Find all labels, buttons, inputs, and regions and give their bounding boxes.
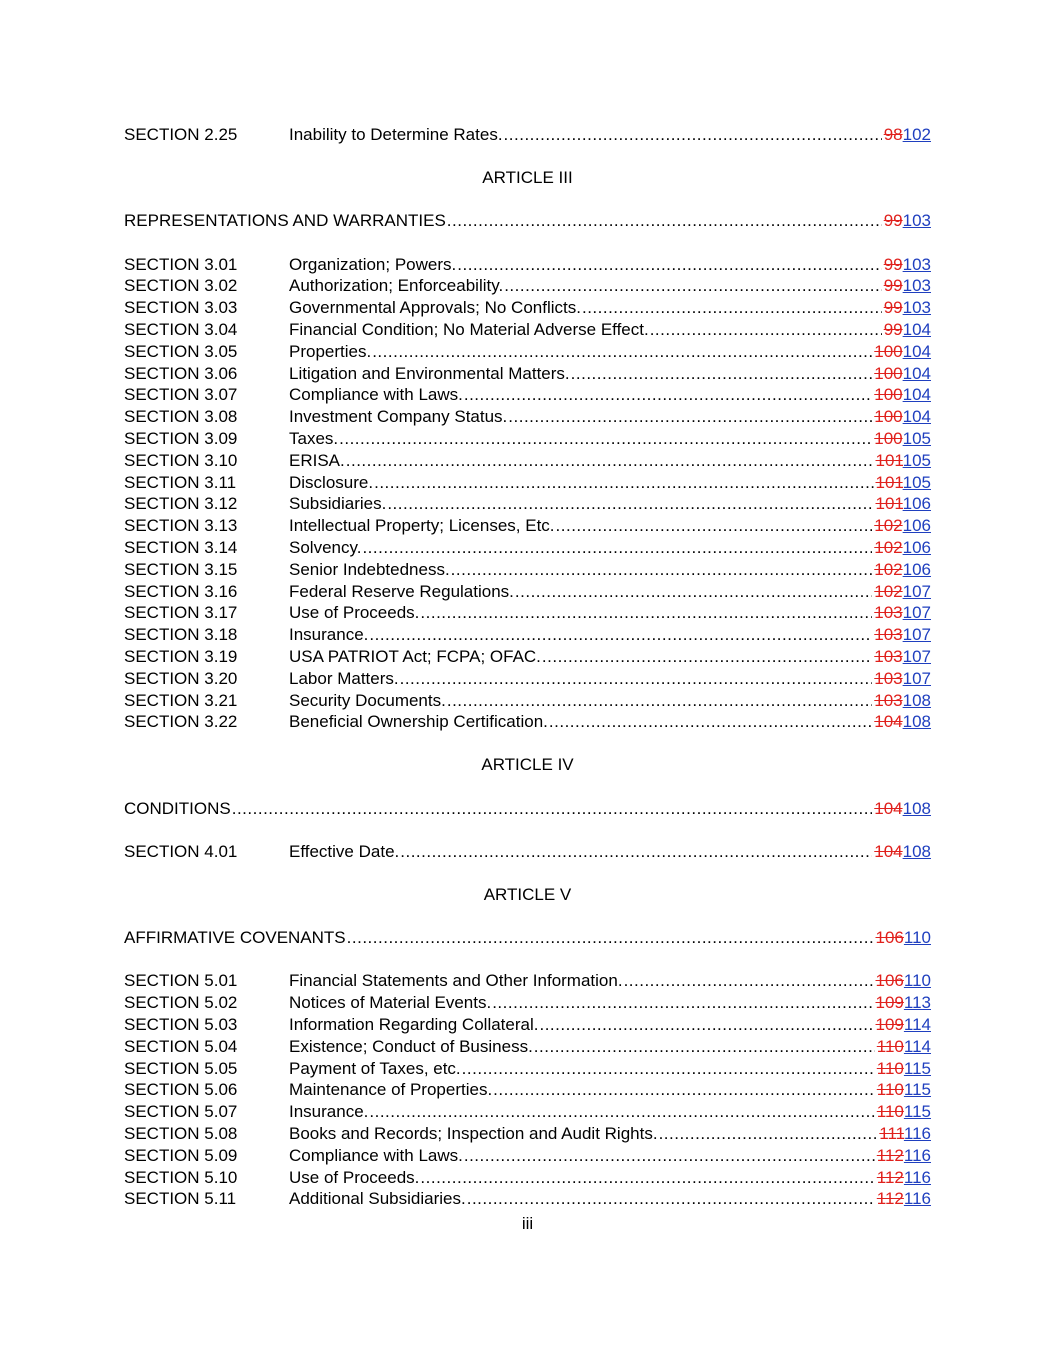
- entry-title: Payment of Taxes, etc.: [289, 1058, 461, 1078]
- inserted-page-number[interactable]: 108: [902, 712, 931, 732]
- inserted-page-number[interactable]: 103: [902, 211, 931, 231]
- dot-leader: [362, 537, 872, 559]
- entry-title: USA PATRIOT Act; FCPA; OFAC.: [289, 646, 541, 666]
- page-reference[interactable]: [874, 341, 931, 363]
- table-of-contents: [124, 124, 931, 1210]
- dot-leader: [387, 493, 873, 515]
- dot-leader: [539, 1014, 873, 1036]
- toc-entry[interactable]: [124, 1014, 931, 1036]
- entry-title: Organization; Powers.: [289, 254, 457, 274]
- dot-leader: [582, 297, 882, 319]
- deleted-page-number: 103: [874, 625, 903, 645]
- entry-title: Solvency.: [289, 537, 362, 557]
- toc-entry[interactable]: [124, 363, 931, 385]
- section-number: SECTION 3.06: [124, 363, 238, 383]
- deleted-page-number: 99: [883, 276, 903, 296]
- page-reference[interactable]: [874, 384, 931, 406]
- page-reference[interactable]: [874, 624, 931, 646]
- entry-title: Senior Indebtedness.: [289, 559, 450, 579]
- spacer: [124, 189, 931, 210]
- deleted-page-number: 101: [875, 494, 903, 514]
- inserted-page-number[interactable]: 104: [902, 363, 931, 383]
- inserted-page-number[interactable]: 116: [903, 1189, 931, 1209]
- toc-entry[interactable]: [124, 559, 931, 581]
- section-number: SECTION 3.03: [124, 298, 238, 318]
- section-number: SECTION 3.17: [124, 603, 238, 623]
- page-reference[interactable]: [874, 798, 931, 820]
- toc-entry[interactable]: [124, 1167, 931, 1189]
- dot-leader: [447, 210, 882, 232]
- inserted-page-number[interactable]: 110: [903, 971, 931, 991]
- page-reference[interactable]: [879, 1123, 931, 1145]
- toc-entry[interactable]: [124, 1101, 931, 1123]
- inserted-page-number[interactable]: 103: [902, 254, 931, 274]
- inserted-page-number[interactable]: 105: [902, 450, 931, 470]
- dot-leader: [420, 1167, 874, 1189]
- dot-leader: [369, 624, 872, 646]
- toc-article-title-row[interactable]: [124, 798, 931, 820]
- entry-title: Compliance with Laws.: [289, 1145, 463, 1165]
- section-number: SECTION 2.25: [124, 125, 238, 144]
- page-reference[interactable]: [877, 1079, 931, 1101]
- toc-entry[interactable]: [124, 581, 931, 603]
- section-number: SECTION 3.05: [124, 341, 238, 361]
- inserted-page-number[interactable]: 110: [903, 928, 931, 948]
- inserted-page-number[interactable]: 107: [902, 668, 931, 688]
- dot-leader: [420, 602, 872, 624]
- toc-entry[interactable]: [124, 1188, 931, 1210]
- entry-title: Insurance.: [289, 1102, 369, 1122]
- deleted-page-number: 101: [875, 450, 903, 470]
- deleted-page-number: 101: [875, 472, 903, 492]
- dot-leader: [534, 1036, 875, 1058]
- inserted-page-number[interactable]: 107: [902, 603, 931, 623]
- entry-title: Books and Records; Inspection and Audit Rights.: [289, 1124, 658, 1143]
- inserted-page-number[interactable]: 116: [903, 1145, 931, 1165]
- deleted-page-number: 100: [874, 407, 903, 427]
- page-reference[interactable]: [884, 254, 931, 276]
- inserted-page-number[interactable]: 105: [902, 472, 931, 492]
- toc-entry[interactable]: [124, 341, 931, 363]
- entry-title: Inability to Determine Rates.: [289, 125, 503, 144]
- dot-leader: [650, 319, 882, 341]
- deleted-page-number: 110: [876, 1080, 904, 1100]
- toc-entry[interactable]: [124, 406, 931, 428]
- dot-leader: [346, 450, 874, 472]
- inserted-page-number[interactable]: 103: [902, 276, 931, 296]
- inserted-page-number[interactable]: 115: [903, 1058, 931, 1078]
- section-number: SECTION 3.13: [124, 516, 238, 536]
- page-reference[interactable]: [874, 428, 931, 450]
- page-reference[interactable]: [874, 690, 931, 712]
- section-number: SECTION 5.04: [124, 1036, 238, 1056]
- section-number: SECTION 3.07: [124, 385, 238, 405]
- toc-entry[interactable]: [124, 493, 931, 515]
- toc-entry[interactable]: [124, 646, 931, 668]
- inserted-page-number[interactable]: 102: [902, 125, 931, 144]
- dot-leader: [556, 515, 873, 537]
- dot-leader: [464, 1145, 875, 1167]
- section-number: SECTION 3.02: [124, 276, 238, 296]
- toc-entry[interactable]: [124, 297, 931, 319]
- toc-article-title-row[interactable]: [124, 927, 931, 949]
- entry-title: ERISA.: [289, 450, 345, 470]
- section-number: SECTION 5.05: [124, 1058, 238, 1078]
- section-number: SECTION 3.04: [124, 319, 238, 339]
- spacer: [124, 146, 931, 167]
- entry-title: Insurance.: [289, 625, 369, 645]
- inserted-page-number[interactable]: 106: [902, 537, 931, 557]
- toc-entry[interactable]: [124, 384, 931, 406]
- inserted-page-number[interactable]: 107: [902, 646, 931, 666]
- page-reference[interactable]: [877, 1167, 931, 1189]
- section-number: SECTION 5.02: [124, 993, 238, 1013]
- inserted-page-number[interactable]: 107: [902, 625, 931, 645]
- inserted-page-number[interactable]: 106: [902, 516, 931, 536]
- page-reference[interactable]: [874, 537, 931, 559]
- dot-leader: [451, 559, 873, 581]
- section-number: SECTION 3.15: [124, 559, 238, 579]
- section-number: SECTION 3.08: [124, 407, 238, 427]
- entry-title: Beneficial Ownership Certification.: [289, 712, 548, 732]
- toc-entry[interactable]: [124, 970, 931, 992]
- dot-leader: [347, 927, 874, 949]
- page-reference[interactable]: [876, 1014, 931, 1036]
- inserted-page-number[interactable]: 115: [903, 1080, 931, 1100]
- toc-entry[interactable]: [124, 841, 931, 863]
- section-number: SECTION 5.07: [124, 1102, 238, 1122]
- page-reference[interactable]: [884, 210, 931, 232]
- page-reference[interactable]: [874, 646, 931, 668]
- deleted-page-number: 100: [874, 428, 903, 448]
- deleted-page-number: 110: [876, 1102, 904, 1122]
- inserted-page-number[interactable]: 114: [903, 1036, 931, 1056]
- dot-leader: [339, 428, 872, 450]
- inserted-page-number[interactable]: 115: [903, 1102, 931, 1122]
- dot-leader: [374, 472, 873, 494]
- page-reference[interactable]: [874, 363, 931, 385]
- entry-title: Information Regarding Collateral.: [289, 1015, 539, 1035]
- entry-title: Labor Matters.: [289, 668, 399, 688]
- page-reference[interactable]: [877, 1188, 931, 1210]
- toc-entry[interactable]: [124, 992, 931, 1014]
- deleted-page-number: 99: [883, 211, 903, 231]
- page-reference[interactable]: [876, 493, 931, 515]
- entry-title: Existence; Conduct of Business.: [289, 1036, 533, 1056]
- entry-title: Financial Statements and Other Information.: [289, 971, 623, 991]
- toc-entry[interactable]: [124, 450, 931, 472]
- toc-entry[interactable]: [124, 319, 931, 341]
- toc-entry[interactable]: [124, 1145, 931, 1167]
- inserted-page-number[interactable]: 108: [902, 798, 931, 818]
- deleted-page-number: 98: [883, 125, 903, 144]
- section-number: SECTION 3.21: [124, 690, 238, 710]
- deleted-page-number: 109: [875, 1015, 904, 1035]
- inserted-page-number[interactable]: 113: [903, 993, 931, 1013]
- deleted-page-number: 110: [876, 1058, 904, 1078]
- section-number: SECTION 5.08: [124, 1124, 238, 1143]
- entry-title: Additional Subsidiaries.: [289, 1189, 466, 1209]
- entry-title: Authorization; Enforceability.: [289, 276, 504, 296]
- toc-entry[interactable]: [124, 711, 931, 733]
- inserted-page-number[interactable]: 116: [903, 1167, 931, 1187]
- inserted-page-number[interactable]: 108: [902, 841, 931, 861]
- page-reference[interactable]: [884, 275, 931, 297]
- page-reference[interactable]: [874, 711, 931, 733]
- deleted-page-number: 100: [874, 363, 903, 383]
- dot-leader: [400, 668, 873, 690]
- deleted-page-number: 102: [874, 559, 903, 579]
- toc-entry[interactable]: [124, 690, 931, 712]
- deleted-page-number: 100: [874, 341, 903, 361]
- section-number: SECTION 5.01: [124, 971, 238, 991]
- page-reference[interactable]: [884, 297, 931, 319]
- page-reference[interactable]: [876, 450, 931, 472]
- entry-title: Federal Reserve Regulations.: [289, 581, 514, 601]
- page-reference[interactable]: [874, 668, 931, 690]
- dot-leader: [457, 254, 881, 276]
- toc-entry[interactable]: [124, 472, 931, 494]
- deleted-page-number: 102: [874, 581, 903, 601]
- section-number: SECTION 5.03: [124, 1015, 238, 1035]
- toc-entry[interactable]: [124, 428, 931, 450]
- inserted-page-number[interactable]: 108: [902, 690, 931, 710]
- inserted-page-number[interactable]: 103: [902, 298, 931, 318]
- entry-title: Use of Proceeds.: [289, 603, 420, 623]
- section-number: SECTION 3.11: [124, 472, 237, 492]
- entry-title: Financial Condition; No Material Adverse Effect.: [289, 319, 649, 339]
- dot-leader: [464, 384, 872, 406]
- entry-title: Taxes.: [289, 428, 339, 448]
- spacer: [124, 733, 931, 754]
- toc-entry[interactable]: [124, 124, 931, 146]
- entry-title: Compliance with Laws.: [289, 385, 463, 405]
- toc-entry[interactable]: [124, 254, 931, 276]
- page-reference[interactable]: [874, 581, 931, 603]
- toc-article-title-row[interactable]: [124, 210, 931, 232]
- page-reference[interactable]: [877, 1101, 931, 1123]
- deleted-page-number: 103: [874, 690, 903, 710]
- entry-title: Effective Date.: [289, 841, 400, 861]
- dot-leader: [467, 1188, 875, 1210]
- inserted-page-number[interactable]: 114: [903, 1015, 931, 1035]
- dot-leader: [508, 406, 872, 428]
- deleted-page-number: 112: [876, 1145, 904, 1165]
- deleted-page-number: 102: [874, 537, 903, 557]
- page-reference[interactable]: [884, 319, 931, 341]
- deleted-page-number: 99: [883, 298, 903, 318]
- entry-title: Maintenance of Properties.: [289, 1080, 493, 1100]
- inserted-page-number[interactable]: 107: [902, 581, 931, 601]
- toc-entry[interactable]: [124, 537, 931, 559]
- deleted-page-number: 104: [874, 798, 903, 818]
- page-reference[interactable]: [877, 1058, 931, 1080]
- toc-entry[interactable]: [124, 1058, 931, 1080]
- deleted-page-number: 112: [876, 1167, 904, 1187]
- inserted-page-number[interactable]: 104: [902, 319, 931, 339]
- dot-leader: [659, 1123, 878, 1145]
- section-number: SECTION 5.09: [124, 1145, 238, 1165]
- spacer: [124, 232, 931, 253]
- page-reference[interactable]: [876, 992, 931, 1014]
- section-number: SECTION 3.12: [124, 494, 238, 514]
- article-heading: ARTICLE IV: [481, 755, 574, 775]
- section-number: SECTION 5.10: [124, 1167, 238, 1187]
- inserted-page-number[interactable]: 104: [902, 341, 931, 361]
- inserted-page-number[interactable]: 104: [902, 385, 931, 405]
- section-number: SECTION 3.19: [124, 646, 238, 666]
- section-number: SECTION 5.06: [124, 1080, 238, 1100]
- section-number: SECTION 3.01: [124, 254, 238, 274]
- deleted-page-number: 106: [875, 971, 904, 991]
- inserted-page-number[interactable]: 116: [903, 1124, 931, 1143]
- toc-entry[interactable]: [124, 1036, 931, 1058]
- page-reference[interactable]: [876, 970, 931, 992]
- inserted-page-number[interactable]: 105: [902, 428, 931, 448]
- inserted-page-number[interactable]: 104: [902, 407, 931, 427]
- toc-entry[interactable]: [124, 515, 931, 537]
- inserted-page-number[interactable]: 106: [902, 494, 931, 514]
- section-number: SECTION 3.22: [124, 712, 238, 732]
- dot-leader: [462, 1058, 875, 1080]
- entry-title: Use of Proceeds.: [289, 1167, 420, 1187]
- page-reference[interactable]: [884, 124, 931, 146]
- deleted-page-number: 100: [874, 385, 903, 405]
- dot-leader: [447, 690, 872, 712]
- dot-leader: [515, 581, 872, 603]
- entry-title: Disclosure.: [289, 472, 374, 492]
- deleted-page-number: 104: [874, 841, 903, 861]
- page-number: iii: [521, 1214, 534, 1233]
- section-number: SECTION 4.01: [124, 841, 238, 861]
- entry-title: AFFIRMATIVE COVENANTS: [124, 928, 346, 948]
- spacer: [124, 949, 931, 970]
- page-reference[interactable]: [874, 515, 931, 537]
- page-reference[interactable]: [876, 927, 931, 949]
- section-number: SECTION 5.11: [124, 1189, 237, 1209]
- deleted-page-number: 106: [875, 928, 904, 948]
- dot-leader: [369, 1101, 874, 1123]
- dot-leader: [542, 646, 872, 668]
- deleted-page-number: 109: [875, 993, 904, 1013]
- deleted-page-number: 103: [874, 646, 903, 666]
- section-number: SECTION 3.20: [124, 668, 238, 688]
- page-reference[interactable]: [876, 472, 931, 494]
- page-reference[interactable]: [874, 602, 931, 624]
- deleted-page-number: 99: [883, 254, 903, 274]
- entry-title: Intellectual Property; Licenses, Etc.: [289, 516, 555, 536]
- dot-leader: [624, 970, 874, 992]
- inserted-page-number[interactable]: 106: [902, 559, 931, 579]
- entry-title: Litigation and Environmental Matters.: [289, 363, 570, 383]
- article-heading: ARTICLE III: [482, 168, 573, 188]
- deleted-page-number: 103: [874, 668, 903, 688]
- entry-title: Investment Company Status.: [289, 407, 508, 427]
- section-number: SECTION 3.16: [124, 581, 238, 601]
- toc-entry[interactable]: [124, 668, 931, 690]
- deleted-page-number: 112: [876, 1189, 904, 1209]
- section-number: SECTION 3.09: [124, 428, 238, 448]
- page-reference[interactable]: [874, 841, 931, 863]
- entry-title: Properties.: [289, 341, 372, 361]
- spacer: [124, 863, 931, 884]
- dot-leader: [372, 341, 872, 363]
- toc-entry[interactable]: [124, 602, 931, 624]
- deleted-page-number: 104: [874, 712, 903, 732]
- page-reference[interactable]: [874, 559, 931, 581]
- dot-leader: [504, 275, 882, 297]
- dot-leader: [400, 841, 872, 863]
- deleted-page-number: 103: [874, 603, 903, 623]
- page-reference[interactable]: [874, 406, 931, 428]
- deleted-page-number: 110: [876, 1036, 904, 1056]
- dot-leader: [232, 798, 873, 820]
- dot-leader: [504, 124, 882, 146]
- section-number: SECTION 3.10: [124, 450, 238, 470]
- entry-title: Subsidiaries.: [289, 494, 387, 514]
- entry-title: CONDITIONS: [124, 798, 231, 818]
- entry-title: REPRESENTATIONS AND WARRANTIES: [124, 211, 446, 231]
- article-heading: ARTICLE V: [483, 885, 572, 905]
- dot-leader: [493, 1079, 875, 1101]
- toc-entry[interactable]: [124, 275, 931, 297]
- page-reference[interactable]: [877, 1036, 931, 1058]
- section-number: SECTION 3.14: [124, 537, 238, 557]
- entry-title: Governmental Approvals; No Conflicts.: [289, 298, 581, 318]
- spacer: [124, 906, 931, 927]
- toc-entry[interactable]: [124, 1123, 931, 1145]
- entry-title: Security Documents.: [289, 690, 446, 710]
- dot-leader: [492, 992, 873, 1014]
- toc-entry[interactable]: [124, 624, 931, 646]
- spacer: [124, 819, 931, 840]
- section-number: SECTION 3.18: [124, 625, 238, 645]
- page-reference[interactable]: [877, 1145, 931, 1167]
- entry-title: Notices of Material Events.: [289, 993, 492, 1013]
- dot-leader: [571, 363, 873, 385]
- dot-leader: [549, 711, 872, 733]
- toc-entry[interactable]: [124, 1079, 931, 1101]
- deleted-page-number: 102: [874, 516, 903, 536]
- deleted-page-number: 111: [879, 1124, 904, 1143]
- deleted-page-number: 99: [883, 319, 903, 339]
- spacer: [124, 776, 931, 797]
